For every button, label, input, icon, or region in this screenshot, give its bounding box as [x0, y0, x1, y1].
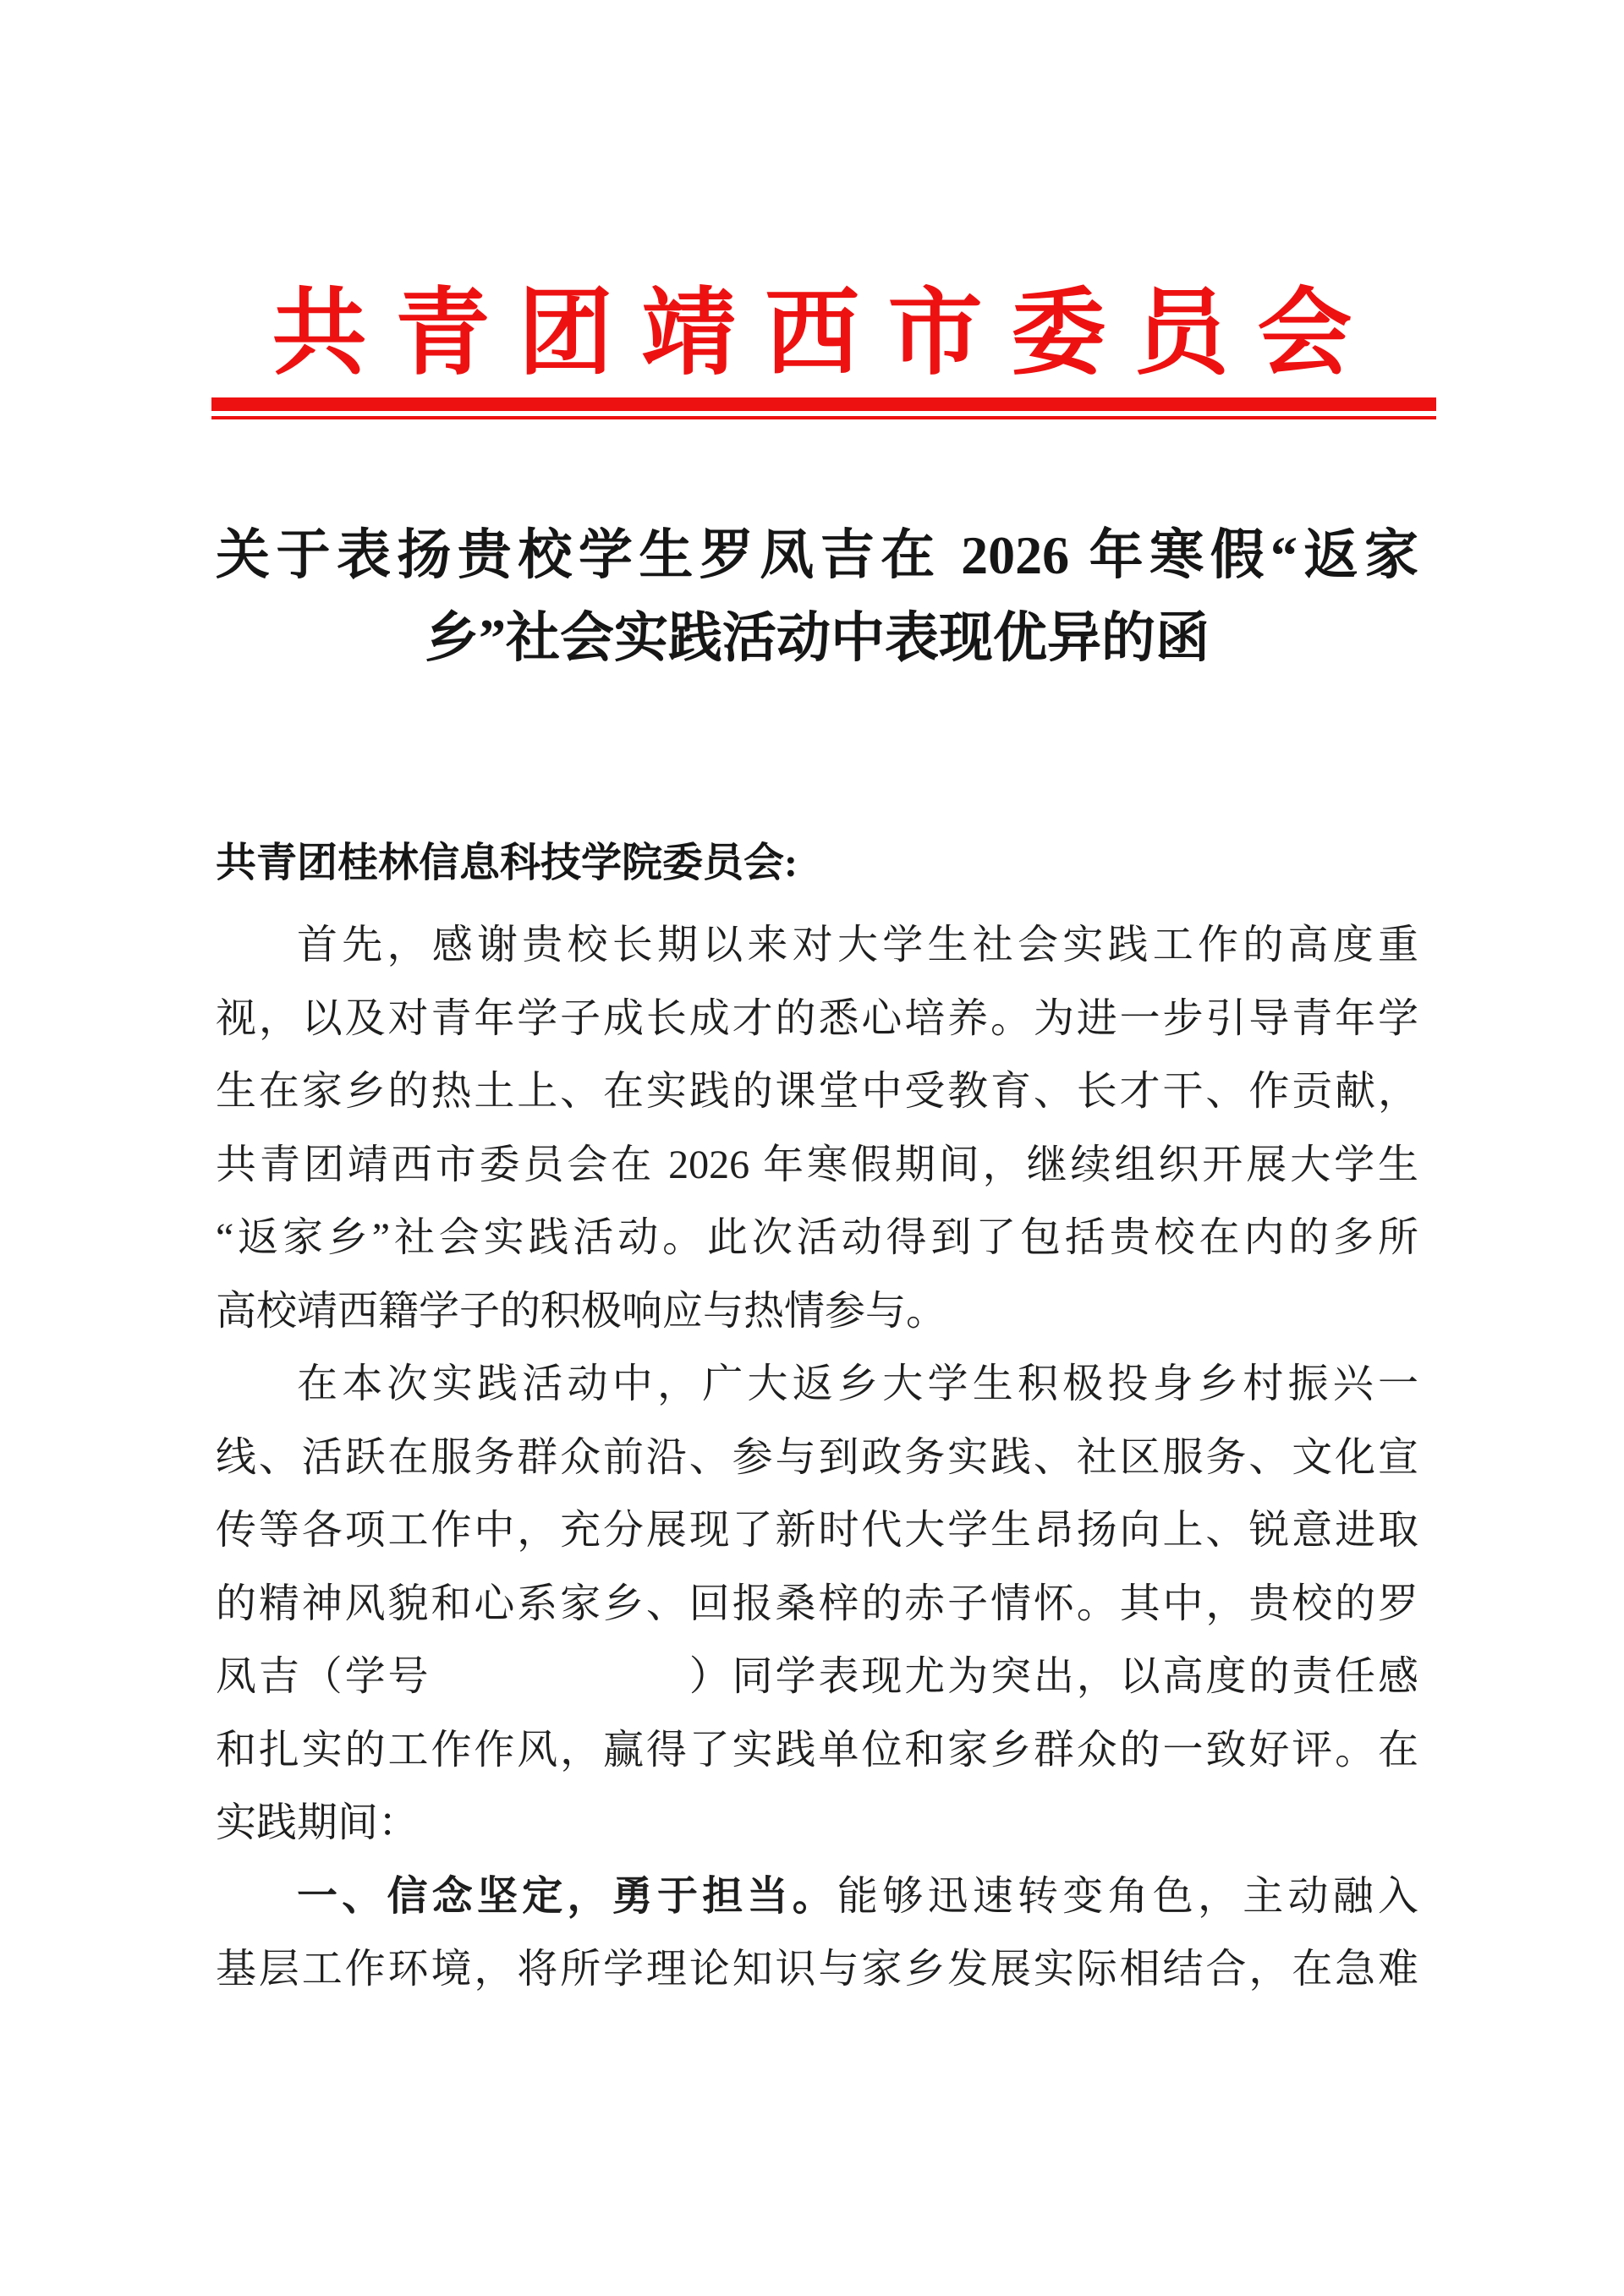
document-title-line2: 乡”社会实践活动中表现优异的函	[425, 608, 1210, 668]
document-title	[216, 514, 1418, 680]
body-line: 的精神风貌和心系家乡、回报桑梓的赤子情怀。其中，贵校的罗	[216, 1581, 1418, 1626]
body-line	[216, 1860, 1418, 1934]
body-line: 和扎实的工作作风，赢得了实践单位和家乡群众的一致好评。在	[216, 1727, 1418, 1773]
letter-body	[216, 909, 1418, 2007]
letterhead-org-name: 共青团靖西市委员会	[272, 282, 1380, 386]
body-line: 基层工作环境，将所学理论知识与家乡发展实际相结合，在急难	[216, 1947, 1418, 1992]
body-line: 线、活跃在服务群众前沿、参与到政务实践、社区服务、文化宣	[216, 1434, 1418, 1480]
body-line: 在本次实践活动中，广大返乡大学生积极投身乡村振兴一	[297, 1362, 1418, 1406]
salutation: 共青团桂林信息科技学院委员会:	[216, 841, 798, 885]
body-line: 高校靖西籍学子的积极响应与热情参与。	[216, 1288, 947, 1334]
body-line-bold-lead: 一、信念坚定，勇于担当。	[297, 1873, 837, 1919]
body-line: 传等各项工作中，充分展现了新时代大学生昂扬向上、锐意进取	[216, 1508, 1418, 1553]
letterhead-divider-rule	[211, 397, 1436, 419]
body-line-text: 能够迅速转变角色，主动融入	[837, 1873, 1418, 1919]
body-line: 视，以及对青年学子成长成才的悉心培养。为进一步引导青年学	[216, 995, 1418, 1041]
body-line: 首先，感谢贵校长期以来对大学生社会实践工作的高度重	[297, 923, 1418, 967]
document-title-line1: 关于表扬贵校学生罗凤吉在 2026 年寒假“返家	[216, 525, 1418, 585]
body-line: 共青团靖西市委员会在 2026 年寒假期间，继续组织开展大学生	[216, 1142, 1418, 1187]
body-line: 实践期间：	[216, 1800, 420, 1845]
body-line: 生在家乡的热土上、在实践的课堂中受教育、长才干、作贡献，	[216, 1069, 1418, 1114]
body-line: 凤吉（学号 ）同学表现尤为突出，以高度的责任感	[216, 1654, 1418, 1699]
body-line: “返家乡”社会实践活动。此次活动得到了包括贵校在内的多所	[216, 1215, 1418, 1260]
